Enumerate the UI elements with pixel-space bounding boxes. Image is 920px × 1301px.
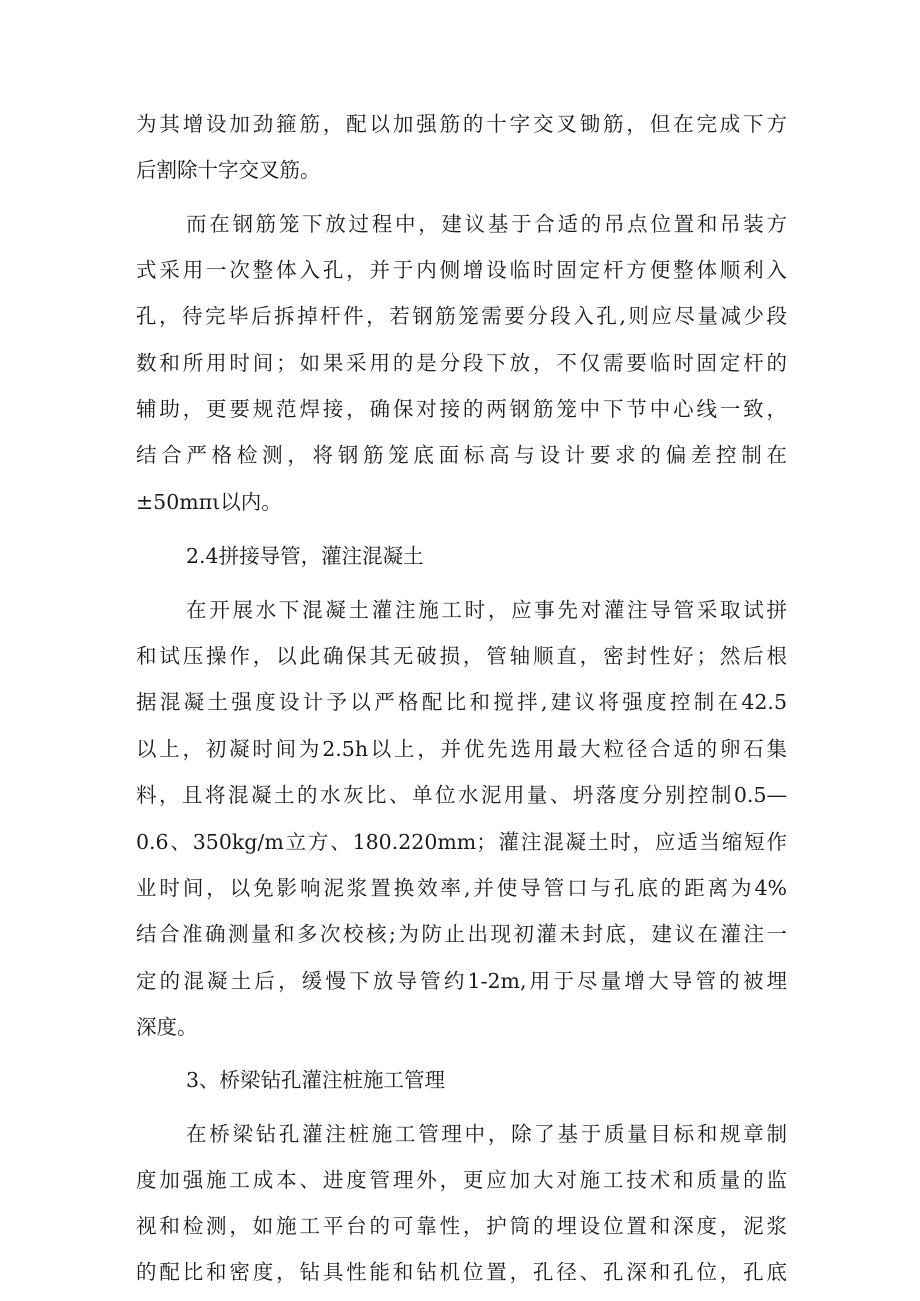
section-heading: 3、桥梁钻孔灌注桩施工管理 [186,1068,446,1092]
paragraph-line: 在桥梁钻孔灌注桩施工管理中，除了基于质量目标和规章制 [186,1122,787,1146]
paragraph-line: 孔，待完毕后拆掉杆件，若钢筋笼需要分段入孔,则应尽量减少段 [136,304,787,328]
paragraph-line: 结合严格检测，将钢筋笼底面标高与设计要求的偏差控制在 [136,443,787,467]
paragraph-line: 以上，初凝时间为2.5h以上，并优先选用最大粒径合适的卵石集 [136,737,787,761]
paragraph-line: 深度。 [136,1015,198,1039]
paragraph-line: 结合准确测量和多次校核;为防止出现初灌未封底，建议在灌注一 [136,922,787,946]
paragraph-line: 后割除十字交叉筋。 [136,158,321,182]
paragraph-line: 辅助，更要规范焊接，确保对接的两钢筋笼中下节中心线一致， [136,397,787,421]
paragraph-line: 据混凝土强度设计予以严格配比和搅拌,建议将强度控制在42.5 [136,690,787,714]
paragraph-line: 为其增设加劲箍筋，配以加强筋的十字交叉锄筋，但在完成下方 [136,112,787,136]
paragraph-line: 的配比和密度，钻具性能和钻机位置，孔径、孔深和孔位，孔底 [136,1260,787,1284]
paragraph-line: 视和检测，如施工平台的可靠性，护筒的埋设位置和深度，泥浆 [136,1214,787,1238]
section-heading: 2.4拼接导管，灌注混凝土 [186,544,424,568]
paragraph-line: 而在钢筋笼下放过程中，建议基于合适的吊点位置和吊装方 [186,212,787,236]
paragraph-line: ±50mπι以内。 [136,490,282,514]
paragraph-line: 式采用一次整体入孔，并于内侧增设临时固定杆方便整体顺利入 [136,258,787,282]
paragraph-line: 料，且将混凝土的水灰比、单位水泥用量、坍落度分别控制0.5— [136,783,787,807]
paragraph-line: 在开展水下混凝土灌注施工时，应事先对灌注导管采取试拼 [186,598,787,622]
paragraph-line: 度加强施工成本、进度管理外，更应加大对施工技术和质量的监 [136,1168,787,1192]
paragraph-line: 业时间，以免影响泥浆置换效率,并使导管口与孔底的距离为4% [136,876,787,900]
paragraph-line: 数和所用时间；如果采用的是分段下放，不仅需要临时固定杆的 [136,351,787,375]
paragraph-line: 和试压操作，以此确保其无破损，管轴顺直，密封性好；然后根 [136,644,787,668]
paragraph-line: 定的混凝土后，缓慢下放导管约1-2m,用于尽量增大导管的被埋 [136,969,787,993]
paragraph-line: 0.6、350kg/m立方、180.220mm；灌注混凝土时，应适当缩短作 [136,830,787,854]
